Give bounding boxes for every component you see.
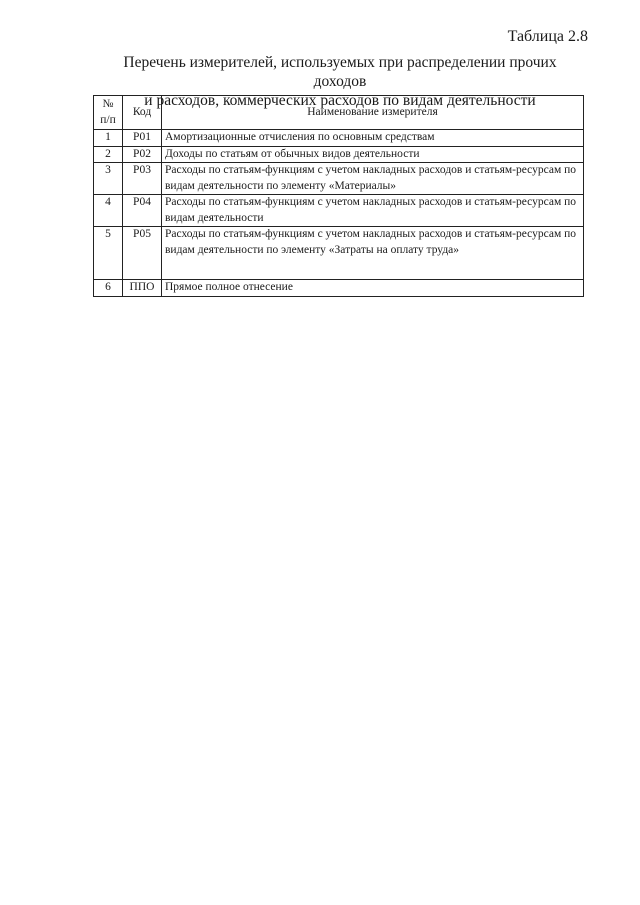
header-code: Код — [123, 96, 162, 130]
row-number: 4 — [94, 195, 123, 227]
row-code: Р02 — [123, 146, 162, 163]
row-number: 2 — [94, 146, 123, 163]
row-code: ППО — [123, 280, 162, 297]
row-measure-name: Прямое полное отнесение — [162, 280, 584, 297]
caption-line-2: и расходов, коммерческих расходов по видам деятельности — [144, 92, 536, 109]
row-code: Р01 — [123, 130, 162, 147]
table-header-row — [94, 96, 584, 130]
table-row — [94, 146, 584, 163]
header-number-abbr: п/п — [100, 113, 116, 126]
table-number: Таблица 2.8 — [507, 28, 588, 45]
header-number-symbol: № — [102, 98, 114, 110]
row-code: Р05 — [123, 227, 162, 280]
row-code: Р04 — [123, 195, 162, 227]
measures-table — [93, 95, 584, 297]
row-measure-name: Амортизационные отчисления по основным средствам — [162, 130, 584, 147]
caption-line-1: Перечень измерителей, используемых при распределении прочих доходов — [123, 54, 557, 90]
row-measure-name: Расходы по статьям-функциям с учетом накладных расходов и статьям-ресурсам по видам деятельности по элементу «Материалы» — [162, 163, 584, 195]
table-row — [94, 163, 584, 195]
row-number: 6 — [94, 280, 123, 297]
table-row — [94, 227, 584, 280]
row-number: 3 — [94, 163, 123, 195]
table-row — [94, 130, 584, 147]
row-number: 5 — [94, 227, 123, 280]
header-number — [94, 96, 123, 130]
row-number: 1 — [94, 130, 123, 147]
row-measure-name: Расходы по статьям-функциям с учетом накладных расходов и статьям-ресурсам по видам деятельности — [162, 195, 584, 227]
row-code: Р03 — [123, 163, 162, 195]
table-row — [94, 195, 584, 227]
table-row — [94, 280, 584, 297]
header-measure-name: Наименование измерителя — [162, 96, 584, 130]
row-measure-name: Расходы по статьям-функциям с учетом накладных расходов и статьям-ресурсам по видам деятельности по элементу «Затраты на оплату труда» — [162, 227, 584, 280]
row-measure-name: Доходы по статьям от обычных видов деятельности — [162, 146, 584, 163]
